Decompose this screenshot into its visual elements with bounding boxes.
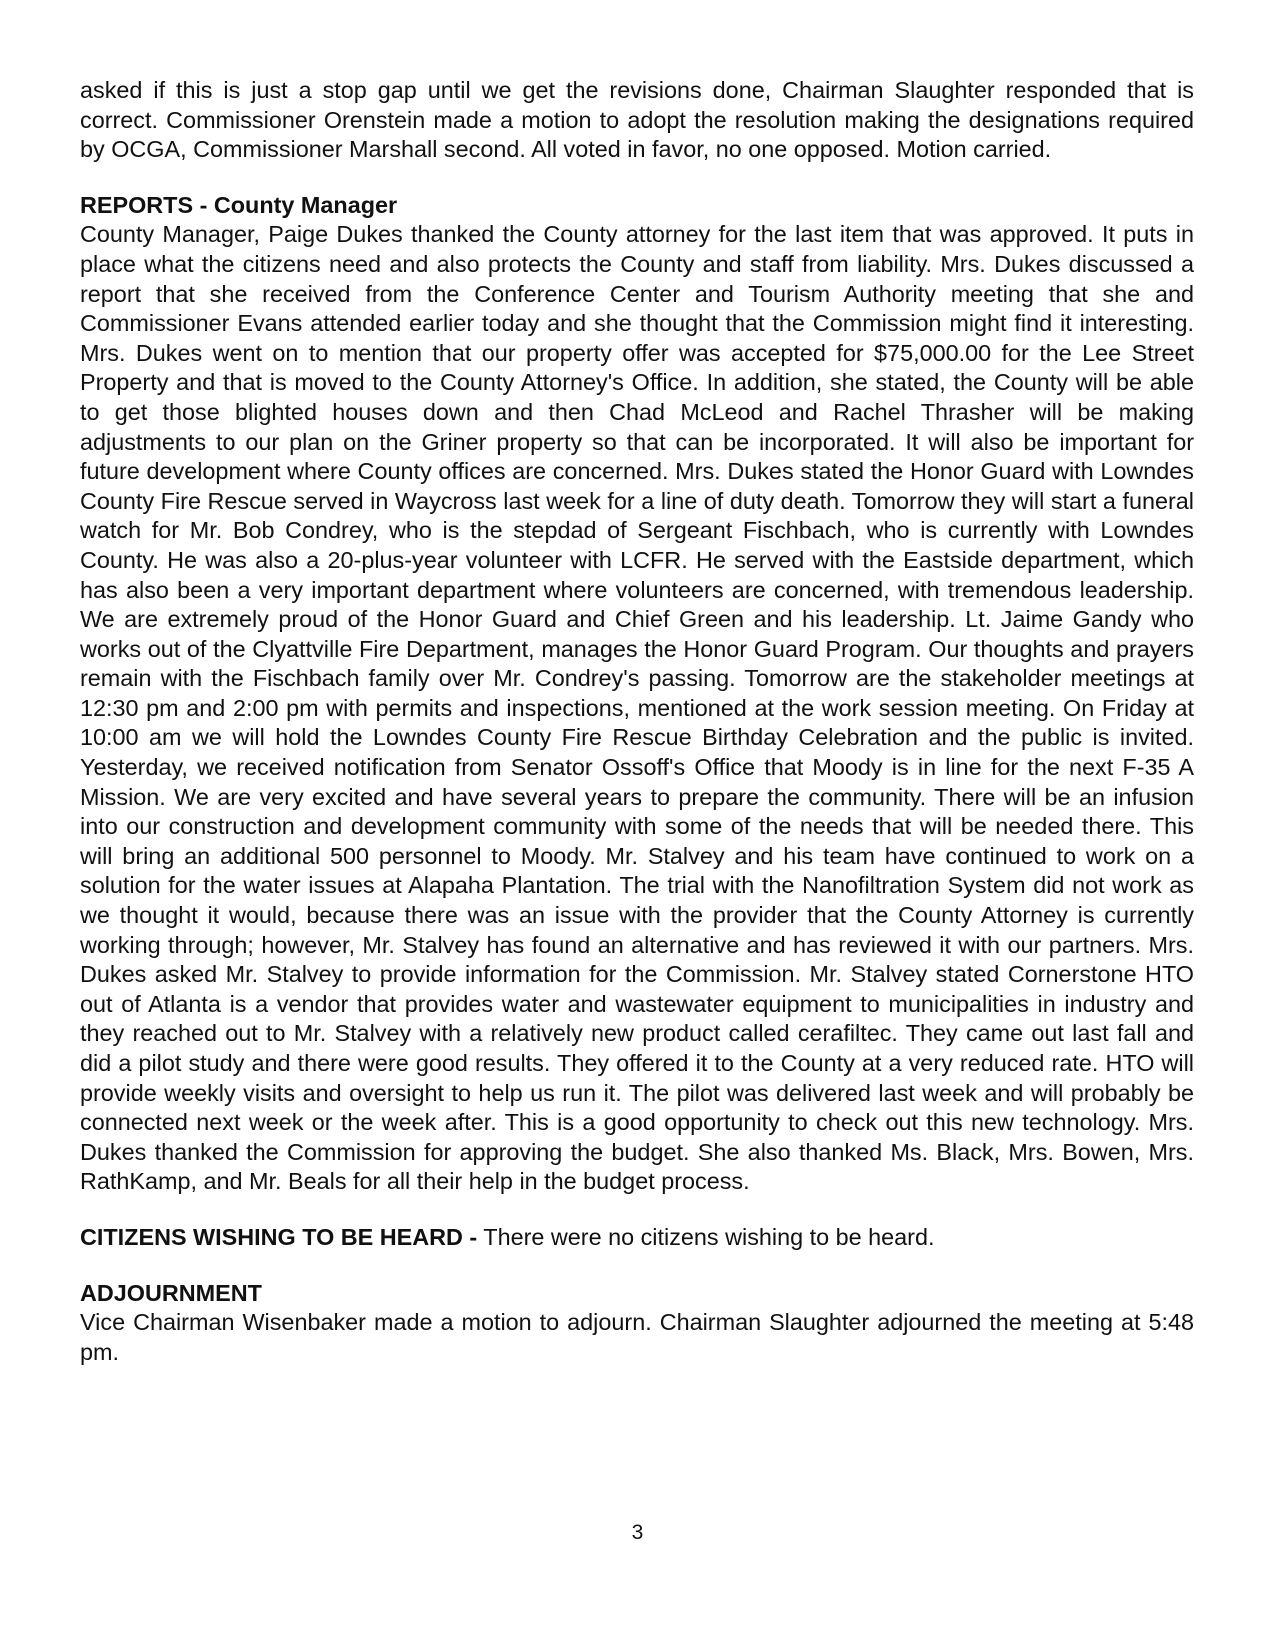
section-spacer — [80, 165, 1194, 191]
citizens-heading: CITIZENS WISHING TO BE HEARD - — [80, 1223, 478, 1250]
document-page — [80, 76, 1194, 1367]
adjournment-section — [80, 1279, 1194, 1368]
citizens-paragraph — [80, 1223, 1194, 1253]
reports-section — [80, 191, 1194, 1197]
adjournment-heading: ADJOURNMENT — [80, 1279, 262, 1306]
section-spacer — [80, 1197, 1194, 1223]
adjournment-body: Vice Chairman Wisenbaker made a motion to adjourn. Chairman Slaughter adjourned the meeting at 5:48 pm. — [80, 1309, 1194, 1365]
continuation-paragraph: asked if this is just a stop gap until we get the revisions done, Chairman Slaughter responded that is correct. Commissioner Orenstein made a motion to adopt the resolution making the designations required by OCGA, Commissioner Marshall second. All voted in favor, no one opposed. Motion carried. — [80, 77, 1194, 163]
citizens-section — [80, 1223, 1194, 1253]
reports-heading: REPORTS - County Manager — [80, 191, 398, 218]
citizens-body: There were no citizens wishing to be heard. — [483, 1223, 935, 1250]
reports-body: County Manager, Paige Dukes thanked the County attorney for the last item that was approved. It puts in place what the citizens need and also protects the County and staff from liability. Mrs. Dukes discussed a report that she received from the Conference Center and Tourism Authority meeting that she and Commissioner Evans attended earlier today and she thought that the Commission might find it interesting. Mrs. Dukes went on to mention that our property offer was accepted for $75,000.00 for the Lee Street Property and that is moved to the County Attorney's Office. In addition, she stated, the County will be able to get those blighted houses down and then Chad McLeod and Rachel Thrasher will be making adjustments to our plan on the Griner property so that can be incorporated. It will also be important for future development where County offices are concerned. Mrs. Dukes stated the Honor Guard with Lowndes County Fire Rescue served in Waycross last week for a line of duty death. Tomorrow they will start a funeral watch for Mr. Bob Condrey, who is the stepdad of Sergeant Fischbach, who is currently with Lowndes County. He was also a 20-plus-year volunteer with LCFR. He served with the Eastside department, which has also been a very important department where volunteers are concerned, with tremendous leadership. We are extremely proud of the Honor Guard and Chief Green and his leadership. Lt. Jaime Gandy who works out of the Clyattville Fire Department, manages the Honor Guard Program. Our thoughts and prayers remain with the Fischbach family over Mr. Condrey's passing. Tomorrow are the stakeholder meetings at 12:30 pm and 2:00 pm with permits and inspections, mentioned at the work session meeting. On Friday at 10:00 am we will hold the Lowndes County Fire Rescue Birthday Celebration and the public is invited. Yesterday, we received notification from Senator Ossoff's Office that Moody is in line for the next F-35 A Mission. We are very excited and have several years to prepare the community. There will be an infusion into our construction and development community with some of the needs that will be needed there. This will bring an additional 500 personnel to Moody. Mr. Stalvey and his team have continued to work on a solution for the water issues at Alapaha Plantation. The trial with the Nanofiltration System did not work as we thought it would, because there was an issue with the provider that the County Attorney is currently working through; however, Mr. Stalvey has found an alternative and has reviewed it with our partners. Mrs. Dukes asked Mr. Stalvey to provide information for the Commission. Mr. Stalvey stated Cornerstone HTO out of Atlanta is a vendor that provides water and wastewater equipment to municipalities in industry and they reached out to Mr. Stalvey with a relatively new product called cerafiltec. They came out last fall and did a pilot study and there were good results. They offered it to the County at a very reduced rate. HTO will provide weekly visits and oversight to help us run it. The pilot was delivered last week and will probably be connected next week or the week after. This is a good opportunity to check out this new technology. Mrs. Dukes thanked the Commission for approving the budget. She also thanked Ms. Black, Mrs. Bowen, Mrs. RathKamp, and Mr. Beals for all their help in the budget process. — [80, 221, 1194, 1195]
section-spacer — [80, 1253, 1194, 1279]
page-number: 3 — [631, 1521, 644, 1544]
